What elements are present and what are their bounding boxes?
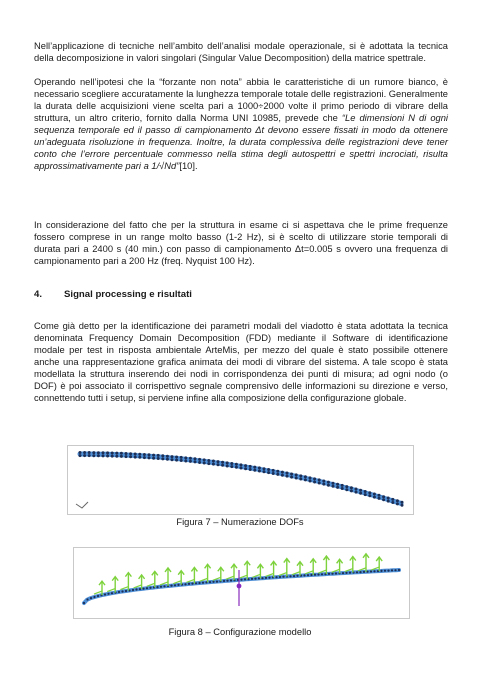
dof-node	[102, 451, 105, 454]
model-node	[184, 583, 186, 585]
dof-node	[345, 485, 348, 488]
dof-node	[212, 460, 215, 463]
dof-node	[175, 459, 178, 462]
citation-ref: [10].	[179, 161, 198, 172]
model-node	[188, 583, 190, 585]
dof-node	[318, 482, 321, 485]
dof-node	[318, 478, 321, 481]
dof-node	[138, 456, 141, 459]
model-node	[86, 598, 88, 600]
model-node	[321, 573, 323, 575]
model-node	[209, 581, 211, 583]
model-node	[177, 584, 179, 586]
dof-node	[198, 461, 201, 464]
dof-node	[221, 461, 224, 464]
dof-node	[350, 486, 353, 489]
dof-node	[327, 481, 330, 484]
dof-node	[391, 501, 394, 504]
model-node	[149, 587, 151, 589]
figure-7-caption: Figura 7 – Numerazione DOFs	[176, 517, 304, 527]
paragraph-svd: Nell’applicazione di tecniche nell’ambito dell’analisi modale operazionale, si è adottata la tecnica della decomposizione in valori singolari (Singular Value Decomposition) della matrice spettrale.	[34, 41, 448, 64]
model-node	[314, 574, 316, 576]
model-node	[125, 590, 127, 592]
dof-node	[332, 482, 335, 485]
model-node	[387, 570, 389, 572]
dof-node	[235, 463, 238, 466]
norm-quote: “Le dimensioni N di ogni sequenza temporale ed il passo di campionamento Δt devono essere fissati in modo da ottenere un’adeguata risoluzione in frequenza. Inoltre, la durata complessiva delle registrazioni deve tener conto che l’errore percentuale commesso nella stima degli autospettri e spettri incrociati, risulta approssimativamente pari a 1/√Nd”	[34, 113, 448, 172]
model-node	[174, 584, 176, 586]
model-node	[279, 576, 281, 578]
model-node	[198, 582, 200, 584]
dof-node	[152, 457, 155, 460]
dof-node	[345, 488, 348, 491]
dof-node	[129, 452, 132, 455]
dof-node	[341, 484, 344, 487]
dof-node	[286, 475, 289, 478]
dof-node	[401, 501, 404, 504]
model-node	[93, 596, 95, 598]
model-node	[261, 577, 263, 579]
model-node	[230, 579, 232, 581]
model-node	[139, 588, 141, 590]
model-node	[363, 571, 365, 573]
dof-node	[350, 489, 353, 492]
dof-node	[359, 492, 362, 495]
dof-node	[322, 480, 325, 483]
dof-node	[161, 457, 164, 460]
model-node	[156, 586, 158, 588]
dof-node	[378, 494, 381, 497]
dof-node	[299, 478, 302, 481]
model-node	[342, 572, 344, 574]
dof-node	[253, 466, 256, 469]
model-node	[391, 569, 393, 571]
dof-node	[382, 495, 385, 498]
model-node	[226, 580, 228, 582]
dof-node	[253, 469, 256, 472]
model-node	[191, 583, 193, 585]
dof-node	[355, 488, 358, 491]
model-node	[254, 578, 256, 580]
model-node	[373, 570, 375, 572]
dof-node	[391, 498, 394, 501]
model-node	[195, 582, 197, 584]
deck-beam	[84, 570, 399, 603]
model-node	[104, 593, 106, 595]
model-node	[335, 572, 337, 574]
dof-node	[368, 494, 371, 497]
model-node	[251, 578, 253, 580]
dof-node	[129, 455, 132, 458]
dof-node	[171, 455, 174, 458]
paragraph-text: Operando nell’ipotesi che la “forzante non nota” abbia le caratteristiche di un rumore bianco, è necessario scegliere accuratamente la lunghezza temporale totale delle registrazioni. Generalmente la durata delle acquisizioni viene scelta pari a 1000÷2000 volte il primo periodo di vibrare della struttura, un altro criterio, fornito dalla Norma UNI 10985, prevede che	[34, 77, 448, 124]
dof-node	[194, 457, 197, 460]
dof-node	[207, 462, 210, 465]
dof-node	[263, 470, 266, 473]
model-node	[268, 577, 270, 579]
dof-node	[120, 452, 123, 455]
model-node	[293, 575, 295, 577]
model-node	[282, 576, 284, 578]
model-node	[118, 591, 120, 593]
model-configuration-diagram	[74, 548, 409, 618]
dof-node	[221, 464, 224, 467]
model-node	[163, 585, 165, 587]
paragraph-sampling: In considerazione del fatto che per la struttura in esame ci si aspettava che le prime frequenze fossero comprese in un range molto basso (1-2 Hz), si è scelto di utilizzare storie temporali di durata pari a 2400 s (40 min.) con passo di campionamento Δt=0.005 s ovvero una frequenza di campionamento pari a 200 Hz (freq. Nyquist 100 Hz).	[34, 220, 448, 267]
dof-node	[332, 485, 335, 488]
section-title: Signal processing e risultati	[64, 289, 192, 300]
model-node	[97, 595, 99, 597]
model-node	[160, 586, 162, 588]
dof-node	[102, 454, 105, 457]
model-node	[349, 572, 351, 574]
dof-node	[322, 483, 325, 486]
dof-node	[83, 451, 86, 454]
dof-node	[175, 456, 178, 459]
dof-node	[281, 474, 284, 477]
model-node	[356, 571, 358, 573]
dof-node	[88, 451, 91, 454]
dof-node	[364, 490, 367, 493]
model-node	[90, 597, 92, 599]
dof-node	[97, 454, 100, 457]
dof-node	[138, 453, 141, 456]
dof-node	[207, 459, 210, 462]
dof-node	[92, 451, 95, 454]
model-node	[170, 585, 172, 587]
model-node	[265, 577, 267, 579]
model-node	[345, 572, 347, 574]
dof-node	[111, 455, 114, 458]
dof-node	[359, 489, 362, 492]
dof-node	[290, 473, 293, 476]
model-node	[310, 574, 312, 576]
dof-node	[276, 473, 279, 476]
dof-node	[327, 484, 330, 487]
dof-node	[355, 491, 358, 494]
model-node	[328, 573, 330, 575]
model-node	[223, 580, 225, 582]
dof-node	[148, 456, 151, 459]
dof-node	[217, 463, 220, 466]
dof-node	[387, 500, 390, 503]
dof-node	[134, 456, 137, 459]
section-heading	[34, 289, 192, 300]
model-node	[384, 570, 386, 572]
dof-node	[111, 452, 114, 455]
dof-node	[115, 452, 118, 455]
model-node	[331, 573, 333, 575]
dof-node	[198, 458, 201, 461]
dof-node	[378, 497, 381, 500]
dof-node	[92, 454, 95, 457]
model-node	[296, 575, 298, 577]
dof-node	[143, 456, 146, 459]
dof-node	[106, 451, 109, 454]
model-node	[83, 602, 85, 604]
dof-node	[203, 458, 206, 461]
dof-node	[230, 465, 233, 468]
dof-node	[97, 451, 100, 454]
model-node	[303, 574, 305, 576]
dof-node	[226, 461, 229, 464]
dof-node	[313, 477, 316, 480]
dof-node	[272, 472, 275, 475]
dof-node	[134, 453, 137, 456]
dof-node	[286, 472, 289, 475]
dof-node	[189, 460, 192, 463]
dof-node	[295, 477, 298, 480]
model-node	[359, 571, 361, 573]
model-node	[275, 576, 277, 578]
dof-node	[396, 499, 399, 502]
dof-node	[244, 467, 247, 470]
dof-node	[368, 491, 371, 494]
dof-node	[125, 452, 128, 455]
dof-node	[309, 476, 312, 479]
model-node	[240, 579, 242, 581]
paragraph-recording-length	[34, 76, 448, 172]
dof-node	[189, 457, 192, 460]
dof-node	[166, 455, 169, 458]
model-node	[307, 574, 309, 576]
dof-node	[157, 457, 160, 460]
dof-node	[106, 455, 109, 458]
figure-dof-numbering	[67, 445, 414, 515]
model-node	[146, 587, 148, 589]
model-node	[202, 582, 204, 584]
dof-node	[240, 463, 243, 466]
dof-node	[295, 473, 298, 476]
dof-node	[194, 460, 197, 463]
dof-node	[212, 463, 215, 466]
dof-node	[382, 498, 385, 501]
dof-node	[148, 453, 151, 456]
dof-node	[373, 493, 376, 496]
dof-node	[203, 462, 206, 465]
dof-node	[276, 470, 279, 473]
model-node	[244, 578, 246, 580]
dof-node	[235, 466, 238, 469]
dof-node	[309, 480, 312, 483]
dof-node	[180, 456, 183, 459]
dof-node	[226, 465, 229, 468]
dof-node	[249, 465, 252, 468]
dof-node	[230, 462, 233, 465]
dof-node	[364, 493, 367, 496]
model-node	[142, 588, 144, 590]
model-node	[380, 570, 382, 572]
dof-node	[244, 464, 247, 467]
dof-node	[184, 460, 187, 463]
dof-node	[272, 469, 275, 472]
figure-model-configuration	[73, 547, 410, 619]
model-node	[121, 590, 123, 592]
model-node	[107, 593, 109, 595]
dof-node	[401, 504, 404, 507]
dof-node	[88, 454, 91, 457]
paragraph-fdd: Come già detto per la identificazione dei parametri modali del viadotto è stata adottata la tecnica denominata Frequency Domain Decomposition (FDD) mediante il Software di identificazione modale per test in risposta ambientale ArteMis, per mezzo del quale è stato possibile ottenere anche una rappresentazione grafica animata dei modi di vibrare del sistema. A tale scopo è stata modellata la struttura inserendo dei nodi in corrispondenza dei punti di misura; ad ogni nodo (o DOF) è poi associato il corrispettivo segnale comprensivo delle informazioni su direzione e verso, connettendo tutti i setup, si perviene infine alla composizione della configurazione globale.	[34, 321, 448, 404]
section-number: 4.	[34, 289, 43, 300]
dof-node	[125, 455, 128, 458]
dof-node	[304, 475, 307, 478]
dof-node	[143, 453, 146, 456]
model-node	[366, 571, 368, 573]
deck-beam	[80, 454, 401, 503]
dof-node	[115, 455, 118, 458]
dof-node	[240, 467, 243, 470]
dof-node	[79, 454, 82, 457]
dof-node	[79, 451, 82, 454]
dof-numbering-diagram	[68, 446, 413, 514]
dof-node	[161, 454, 164, 457]
dof-node	[313, 481, 316, 484]
dof-node	[180, 459, 183, 462]
dof-node	[267, 471, 270, 474]
model-node	[135, 588, 137, 590]
dof-node	[83, 454, 86, 457]
dof-node	[341, 487, 344, 490]
model-node	[212, 581, 214, 583]
dof-node	[299, 474, 302, 477]
dof-node	[171, 458, 174, 461]
dof-node	[258, 470, 261, 473]
dof-node	[290, 476, 293, 479]
dof-node	[387, 497, 390, 500]
model-node	[370, 570, 372, 572]
axes-icon	[76, 502, 88, 508]
dof-node	[120, 455, 123, 458]
dof-node	[166, 458, 169, 461]
dof-node	[249, 468, 252, 471]
dof-node	[396, 502, 399, 505]
dof-node	[336, 486, 339, 489]
dof-node	[373, 496, 376, 499]
reference-marker-dot	[237, 584, 242, 589]
model-node	[394, 569, 396, 571]
dof-node	[157, 454, 160, 457]
dof-node	[263, 467, 266, 470]
dof-node	[184, 456, 187, 459]
model-node	[111, 592, 113, 594]
model-node	[132, 589, 134, 591]
model-node	[317, 573, 319, 575]
dof-node	[304, 478, 307, 481]
model-node	[398, 569, 400, 571]
model-node	[216, 581, 218, 583]
dof-node	[336, 483, 339, 486]
dof-node	[217, 460, 220, 463]
dof-node	[258, 466, 261, 469]
dof-node	[267, 468, 270, 471]
model-node	[289, 575, 291, 577]
figure-8-caption: Figura 8 – Configurazione modello	[168, 627, 312, 637]
dof-node	[281, 471, 284, 474]
dof-node	[152, 454, 155, 457]
